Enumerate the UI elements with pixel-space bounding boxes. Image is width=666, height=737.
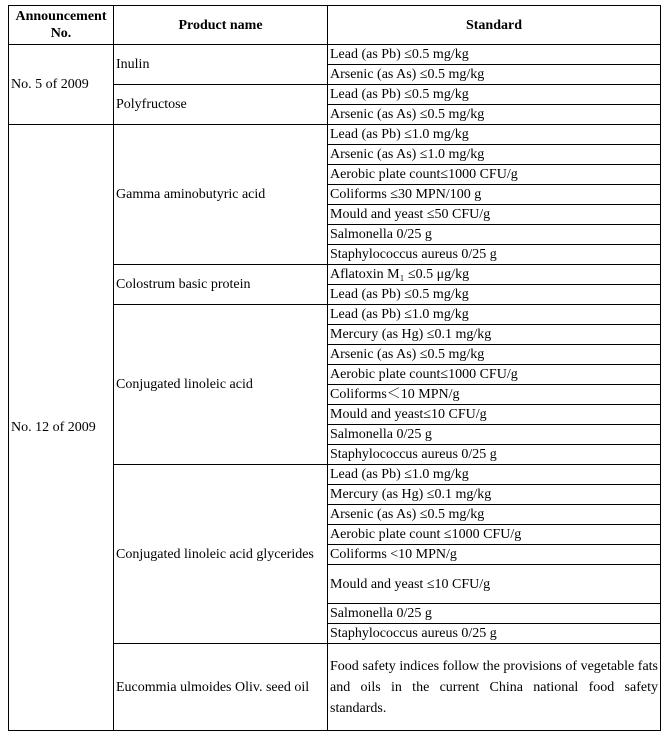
standard-cell: Lead (as Pb) ≤1.0 mg/kg [328, 305, 661, 325]
standard-cell: Staphylococcus aureus 0/25 g [328, 445, 661, 465]
standard-cell: Aflatoxin M₁ ≤0.5 μg/kg [328, 265, 661, 285]
standard-cell: Lead (as Pb) ≤1.0 mg/kg [328, 125, 661, 145]
announcement-cell: No. 12 of 2009 [9, 125, 114, 731]
standard-cell: Arsenic (as As) ≤0.5 mg/kg [328, 105, 661, 125]
product-cell: Inulin [114, 45, 328, 85]
standard-cell: Mercury (as Hg) ≤0.1 mg/kg [328, 485, 661, 505]
table-row [9, 45, 661, 65]
product-cell: Conjugated linoleic acid glycerides [114, 465, 328, 644]
product-cell: Polyfructose [114, 85, 328, 125]
standard-cell: Arsenic (as As) ≤1.0 mg/kg [328, 145, 661, 165]
standard-cell: Coliforms＜10 MPN/g [328, 385, 661, 405]
product-cell: Eucommia ulmoides Oliv. seed oil [114, 644, 328, 731]
standard-cell: Mercury (as Hg) ≤0.1 mg/kg [328, 325, 661, 345]
standards-table [8, 5, 661, 731]
header-standard: Standard [328, 6, 661, 45]
table-row [9, 125, 661, 145]
standard-cell: Lead (as Pb) ≤0.5 mg/kg [328, 285, 661, 305]
standard-cell: Lead (as Pb) ≤0.5 mg/kg [328, 45, 661, 65]
standard-cell: Mould and yeast ≤50 CFU/g [328, 205, 661, 225]
standard-cell: Mould and yeast≤10 CFU/g [328, 405, 661, 425]
standard-cell: Salmonella 0/25 g [328, 604, 661, 624]
standard-cell: Aerobic plate count≤1000 CFU/g [328, 165, 661, 185]
standard-cell: Lead (as Pb) ≤0.5 mg/kg [328, 85, 661, 105]
product-cell: Gamma aminobutyric acid [114, 125, 328, 265]
standard-cell: Aerobic plate count≤1000 CFU/g [328, 365, 661, 385]
standard-cell: Food safety indices follow the provisions of vegetable fats and oils in the current China national food safety standards. [328, 644, 661, 731]
header-row [9, 6, 661, 45]
standard-cell: Staphylococcus aureus 0/25 g [328, 245, 661, 265]
product-cell: Conjugated linoleic acid [114, 305, 328, 465]
standard-cell: Arsenic (as As) ≤0.5 mg/kg [328, 345, 661, 365]
product-cell: Colostrum basic protein [114, 265, 328, 305]
announcement-cell: No. 5 of 2009 [9, 45, 114, 125]
table-wrapper [8, 5, 661, 731]
standard-cell: Lead (as Pb) ≤1.0 mg/kg [328, 465, 661, 485]
standard-cell: Arsenic (as As) ≤0.5 mg/kg [328, 65, 661, 85]
header-product: Product name [114, 6, 328, 45]
standard-cell: Salmonella 0/25 g [328, 225, 661, 245]
standard-cell: Arsenic (as As) ≤0.5 mg/kg [328, 505, 661, 525]
standard-cell: Coliforms <10 MPN/g [328, 545, 661, 565]
standard-cell: Mould and yeast ≤10 CFU/g [328, 565, 661, 604]
header-announcement: Announcement No. [9, 6, 114, 45]
standard-cell: Salmonella 0/25 g [328, 425, 661, 445]
standard-cell: Aerobic plate count ≤1000 CFU/g [328, 525, 661, 545]
standard-cell: Staphylococcus aureus 0/25 g [328, 624, 661, 644]
standard-cell: Coliforms ≤30 MPN/100 g [328, 185, 661, 205]
